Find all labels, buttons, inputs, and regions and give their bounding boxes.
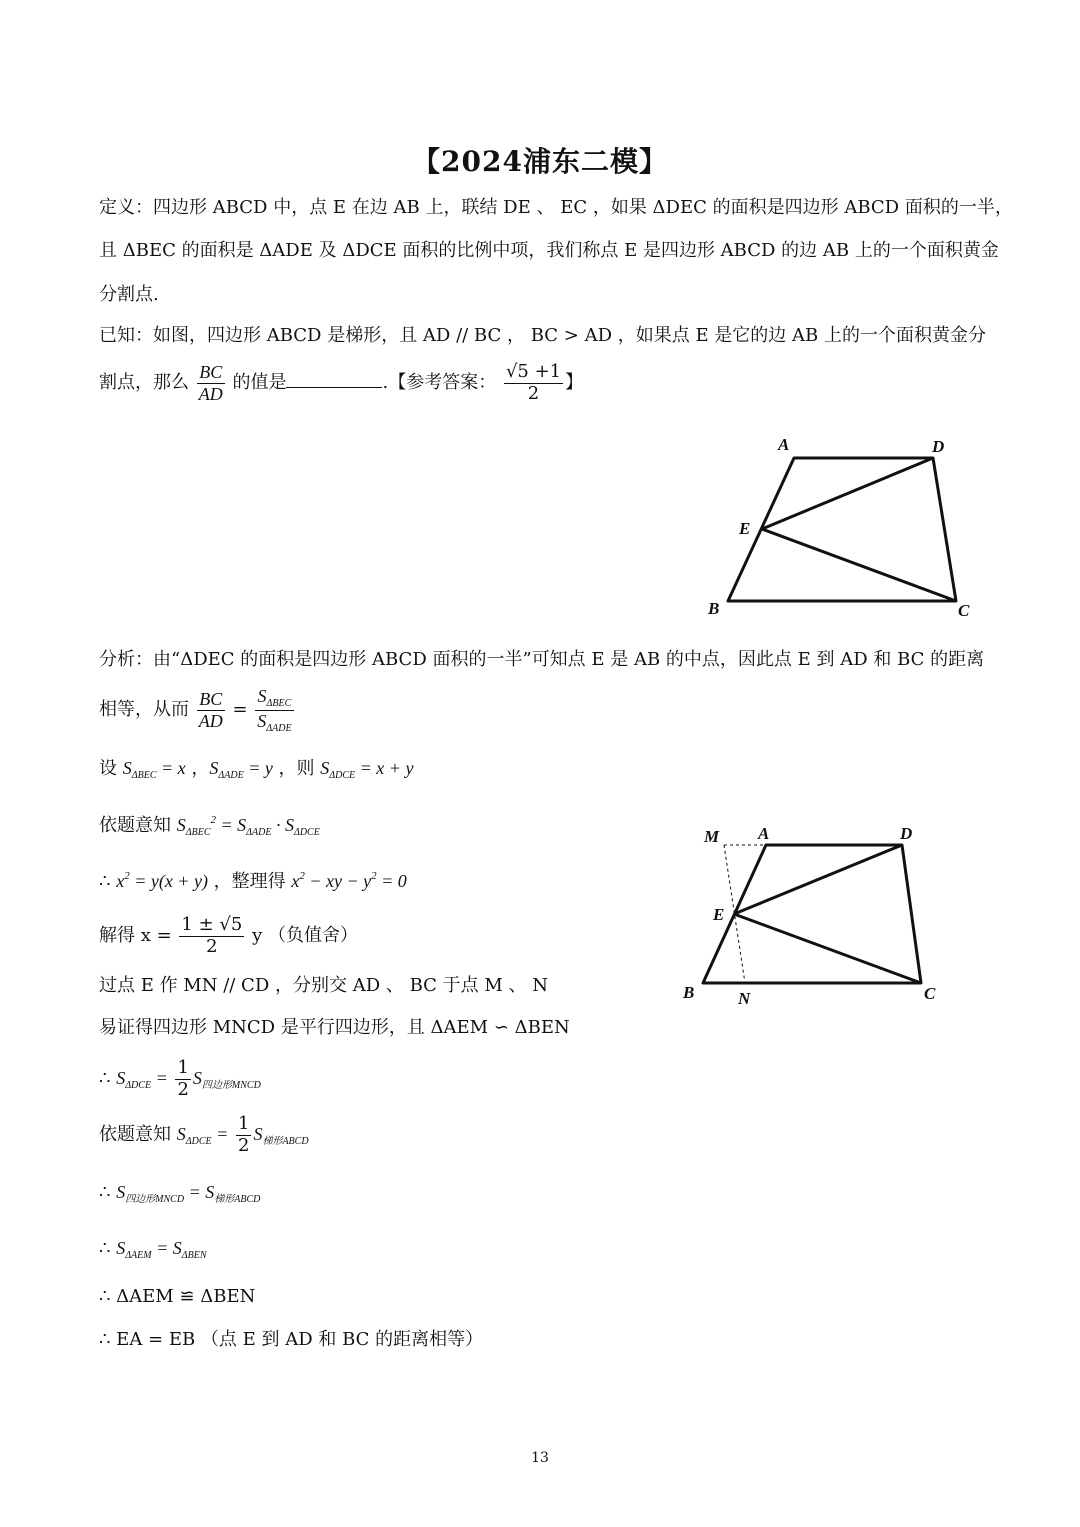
analysis-construct: 过点 E 作 MN // CD ，分别交 AD 、 BC 于点 M 、 N [99,975,548,996]
label-a: A [778,435,790,454]
analysis-line-1: 分析：由“ΔDEC 的面积是四边形 ABCD 面积的一半”可知点 E 是 AB 的中点，因此点 E 到 AD 和 BC 的距离 [99,649,985,670]
label-b: B [708,599,720,618]
analysis-set: 设 $S_{\Delta BEC} = x$ ，$S_{\Delta ADE} = y$ ，则 $S_{\Delta DCE} = x + y$ [99,758,414,781]
ratio-denominator: AD [198,383,223,404]
label-c: C [958,601,970,620]
label-b-2: B [683,983,695,1002]
label-d-2: D [900,824,913,843]
analysis-condition: 依题意知 $S_{\Delta BEC}^2 = S_{\Delta ADE} \cdot S_{\Delta DCE}$ [99,814,320,838]
page-number: 13 [531,1450,549,1466]
definition-line-1: 定义：四边形 ABCD 中，点 E 在边 AB 上，联结 DE 、 EC ，如果 ΔDEC 的面积是四边形 ABCD 面积的一半， [99,197,1013,218]
analysis-solve: 解得 x = $\frac{1 \pm √5}{2}$ y （负值舍） [99,914,358,957]
known-line2-prefix: 割点，那么 [99,372,189,394]
label-e: E [739,519,751,538]
segment-ec-2 [734,914,921,983]
definition-line-2: 且 ΔBEC 的面积是 ΔADE 及 ΔDCE 面积的比例中项，我们称点 E 是四边形 ABCD 的边 AB 上的一个面积黄金 [99,240,999,261]
trapezoid-figure-2 [680,820,970,1015]
analysis-line2-prefix: 相等，从而 [99,699,189,720]
analysis-line-2: 相等，从而 $\frac{BC}{AD}$ = $\frac{S_{\Delta BEC}}{S_{\Delta ADE}}$ [99,686,292,734]
answer-numerator: √5 +1 [505,361,562,382]
definition-line-3: 分割点. [99,284,159,305]
area-ratio-fraction: $\frac{S_{\Delta BEC}}{S_{\Delta ADE}}$ [257,686,292,734]
label-e-2: E [713,905,725,924]
label-d: D [932,437,945,456]
analysis-parallelogram: 易证得四边形 MNCD 是平行四边形，且 ΔAEM ∽ ΔBEN [99,1017,570,1038]
solve-fraction: $\frac{1 \pm √5}{2}$ [181,914,243,957]
label-c-2: C [924,984,936,1003]
analysis-step-1: ∴ $S_{\Delta DCE}$ = $\frac{1}{2}$ $S_{四边形MNCD}$ [99,1057,261,1100]
analysis-step-4: ∴ $S_{\Delta AEM} = S_{\Delta BEN}$ [99,1238,207,1261]
answer-close: 】 [565,372,584,394]
known-line-2 [99,362,583,404]
segment-ed-2 [734,845,902,914]
segment-ec [762,529,956,601]
analysis-equation: ∴ $x^2 = y(x + y)$ ，整理得 $x^2$ − xy − $y^2 = 0$ [99,870,407,892]
known-line2-after: .【参考答案： [382,372,497,394]
ratio-fraction-2: $\frac{BC}{AD}$ [198,688,223,731]
answer-fraction [504,362,563,404]
known-line2-mid: 的值是 [232,372,287,394]
analysis-step-3: ∴ $S_{四边形MNCD} = S_{梯形ABCD}$ [99,1182,261,1205]
label-n: N [738,989,751,1008]
answer-denominator: 2 [527,382,540,404]
answer-blank [286,371,382,388]
known-line-1: 已知：如图，四边形 ABCD 是梯形，且 AD // BC ， BC > AD ，如果点 E 是它的边 AB 上的一个面积黄金分 [99,325,986,346]
analysis-step-2: 依题意知 $S_{\Delta DCE}$ = $\frac{1}{2}$ $S_{梯形ABCD}$ [99,1113,309,1156]
analysis-step-6: ∴ EA = EB （点 E 到 AD 和 BC 的距离相等） [99,1329,484,1350]
analysis-step-5: ∴ ΔAEM ≌ ΔBEN [99,1286,256,1307]
trapezoid-figure-1 [700,430,990,625]
ratio-numerator: BC [197,362,225,384]
label-m: M [704,827,720,846]
label-a-2: A [758,824,770,843]
ratio-fraction [197,362,225,404]
page-title: 【2024浦东二模】 [412,145,668,178]
